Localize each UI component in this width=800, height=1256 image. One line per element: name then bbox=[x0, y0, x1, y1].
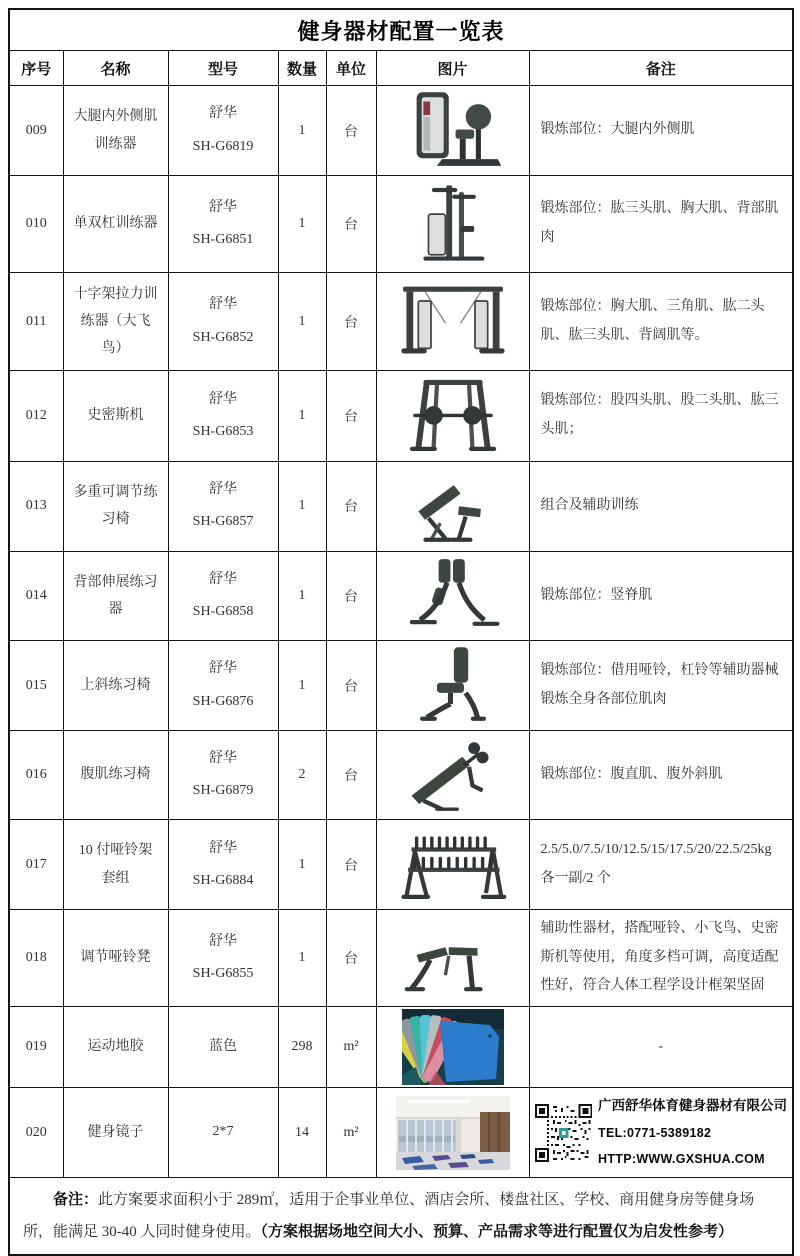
col-header-name: 名称 bbox=[63, 51, 168, 86]
model-cell: 舒华 SH-G6851 bbox=[168, 176, 278, 273]
unit-cell: m² bbox=[326, 1007, 376, 1088]
table-row-017 bbox=[9, 820, 793, 910]
model-cell: 舒华 SH-G6879 bbox=[168, 730, 278, 820]
model-cell: 舒华 SH-G6876 bbox=[168, 641, 278, 731]
equipment-image bbox=[379, 182, 527, 267]
table-row-019 bbox=[9, 1007, 793, 1088]
quantity-cell: 1 bbox=[278, 641, 326, 731]
name-cell: 背部伸展练习器 bbox=[63, 551, 168, 641]
unit-cell: 台 bbox=[326, 820, 376, 910]
equipment-image bbox=[379, 374, 527, 459]
table-row-018 bbox=[9, 910, 793, 1007]
quantity-cell: 1 bbox=[278, 371, 326, 462]
cable-crossover-image bbox=[398, 279, 508, 364]
name-cell: 腹肌练习椅 bbox=[63, 730, 168, 820]
name-cell: 上斜练习椅 bbox=[63, 641, 168, 731]
model-cell: 舒华 SH-G6858 bbox=[168, 551, 278, 641]
table-row-009 bbox=[9, 86, 793, 176]
remark-cell: 组合及辅助训练 bbox=[529, 462, 793, 552]
dip-chin-tower-image bbox=[398, 182, 508, 267]
quantity-cell: 1 bbox=[278, 273, 326, 371]
unit-cell: 台 bbox=[326, 86, 376, 176]
image-cell bbox=[376, 1007, 529, 1088]
footnote-row bbox=[9, 1178, 793, 1256]
quantity-cell: 1 bbox=[278, 86, 326, 176]
col-header-model: 型号 bbox=[168, 51, 278, 86]
quantity-cell: 14 bbox=[278, 1088, 326, 1178]
back-extension-image bbox=[398, 554, 508, 639]
unit-cell: 台 bbox=[326, 641, 376, 731]
name-cell: 十字架拉力训练器（大飞鸟） bbox=[63, 273, 168, 371]
serial-cell: 016 bbox=[9, 730, 63, 820]
remark-cell: 锻炼部位：借用哑铃，杠铃等辅助器械锻炼全身各部位肌肉 bbox=[529, 641, 793, 731]
model-cell: 2*7 bbox=[168, 1088, 278, 1178]
company-tel: TEL:0771-5389182 bbox=[598, 1125, 712, 1140]
equipment-image bbox=[379, 1009, 527, 1085]
col-header-image: 图片 bbox=[376, 51, 529, 86]
remark-cell: 2.5/5.0/7.5/10/12.5/15/17.5/20/22.5/25kg 各一副/2 个 bbox=[529, 820, 793, 910]
footnote-label: 备注： bbox=[53, 1191, 99, 1208]
gym-room-photo bbox=[396, 1096, 510, 1170]
serial-cell: 011 bbox=[9, 273, 63, 371]
unit-cell: 台 bbox=[326, 730, 376, 820]
quantity-cell: 1 bbox=[278, 462, 326, 552]
adjustable-bench-image bbox=[398, 464, 508, 549]
equipment-image bbox=[379, 733, 527, 818]
remark-cell bbox=[529, 1088, 793, 1178]
quantity-cell: 298 bbox=[278, 1007, 326, 1088]
equipment-image bbox=[379, 88, 527, 173]
serial-cell: 013 bbox=[9, 462, 63, 552]
equipment-table bbox=[8, 8, 794, 1256]
remark-cell: 锻炼部位：肱三头肌、胸大肌、背部肌肉 bbox=[529, 176, 793, 273]
image-cell bbox=[376, 273, 529, 371]
unit-cell: 台 bbox=[326, 176, 376, 273]
quantity-cell: 1 bbox=[278, 820, 326, 910]
equipment-image bbox=[379, 643, 527, 728]
remark-cell: 锻炼部位：竖脊肌 bbox=[529, 551, 793, 641]
quantity-cell: 1 bbox=[278, 551, 326, 641]
serial-cell: 018 bbox=[9, 910, 63, 1007]
model-cell: 蓝色 bbox=[168, 1007, 278, 1088]
serial-cell: 012 bbox=[9, 371, 63, 462]
smith-machine-image bbox=[398, 374, 508, 459]
equipment-image bbox=[379, 554, 527, 639]
col-header-remark: 备注 bbox=[529, 51, 793, 86]
serial-cell: 009 bbox=[9, 86, 63, 176]
serial-cell: 015 bbox=[9, 641, 63, 731]
flooring-samples-photo bbox=[402, 1009, 504, 1085]
unit-cell: 台 bbox=[326, 551, 376, 641]
company-info bbox=[535, 1092, 788, 1173]
name-cell: 运动地胶 bbox=[63, 1007, 168, 1088]
image-cell bbox=[376, 910, 529, 1007]
equipment-image bbox=[379, 1096, 527, 1170]
col-header-qty: 数量 bbox=[278, 51, 326, 86]
name-cell: 调节哑铃凳 bbox=[63, 910, 168, 1007]
quantity-cell: 1 bbox=[278, 176, 326, 273]
quantity-cell: 1 bbox=[278, 910, 326, 1007]
col-header-unit: 单位 bbox=[326, 51, 376, 86]
table-row-020 bbox=[9, 1088, 793, 1178]
header-row bbox=[9, 51, 793, 86]
equipment-image bbox=[379, 822, 527, 907]
unit-cell: 台 bbox=[326, 910, 376, 1007]
footnote-text-bold: （方案根据场地空间大小、预算、产品需求等进行配置仅为启发性参考） bbox=[260, 1224, 734, 1241]
unit-cell: 台 bbox=[326, 462, 376, 552]
footnote-text: 此方案要求面积小于 289㎡，适用于企事业单位、酒店会所、楼盘社区、学校、商用健身房等健身场所，能满足 30-40 人同时健身使用。 bbox=[23, 1191, 755, 1241]
serial-cell: 020 bbox=[9, 1088, 63, 1178]
equipment-image bbox=[379, 464, 527, 549]
remark-cell: 辅助性器材，搭配哑铃、小飞鸟、史密斯机等使用，角度多档可调，高度适配性好，符合人体工程学设计框架坚固 bbox=[529, 910, 793, 1007]
table-row-012 bbox=[9, 371, 793, 462]
serial-cell: 010 bbox=[9, 176, 63, 273]
model-cell: 舒华 SH-G6884 bbox=[168, 820, 278, 910]
company-name: 广西舒华体育健身器材有限公司 bbox=[598, 1098, 788, 1114]
name-cell: 多重可调节练习椅 bbox=[63, 462, 168, 552]
image-cell bbox=[376, 86, 529, 176]
title-row bbox=[9, 9, 793, 51]
remark-cell: 锻炼部位：腹直肌、腹外斜肌 bbox=[529, 730, 793, 820]
remark-cell: - bbox=[529, 1007, 793, 1088]
table-row-015 bbox=[9, 641, 793, 731]
unit-cell: 台 bbox=[326, 371, 376, 462]
name-cell: 单双杠训练器 bbox=[63, 176, 168, 273]
upright-bench-image bbox=[398, 643, 508, 728]
image-cell bbox=[376, 551, 529, 641]
remark-cell: 锻炼部位：股四头肌、股二头肌、肱三头肌； bbox=[529, 371, 793, 462]
table-row-010 bbox=[9, 176, 793, 273]
model-cell: 舒华 SH-G6852 bbox=[168, 273, 278, 371]
image-cell bbox=[376, 1088, 529, 1178]
model-cell: 舒华 SH-G6855 bbox=[168, 910, 278, 1007]
image-cell bbox=[376, 462, 529, 552]
dumbbell-bench-image bbox=[398, 916, 508, 1001]
page-title: 健身器材配置一览表 bbox=[9, 9, 793, 51]
table-row-014 bbox=[9, 551, 793, 641]
quantity-cell: 2 bbox=[278, 730, 326, 820]
name-cell: 史密斯机 bbox=[63, 371, 168, 462]
remark-cell: 锻炼部位：胸大肌、三角肌、肱二头肌、肱三头肌、背阔肌等。 bbox=[529, 273, 793, 371]
unit-cell: 台 bbox=[326, 273, 376, 371]
table-row-011 bbox=[9, 273, 793, 371]
model-cell: 舒华 SH-G6853 bbox=[168, 371, 278, 462]
image-cell bbox=[376, 820, 529, 910]
model-cell: 舒华 SH-G6857 bbox=[168, 462, 278, 552]
inner-thigh-machine-image bbox=[398, 88, 508, 173]
name-cell: 健身镜子 bbox=[63, 1088, 168, 1178]
table-row-016 bbox=[9, 730, 793, 820]
image-cell bbox=[376, 371, 529, 462]
table-body bbox=[9, 86, 793, 1178]
col-header-serial: 序号 bbox=[9, 51, 63, 86]
serial-cell: 019 bbox=[9, 1007, 63, 1088]
image-cell bbox=[376, 176, 529, 273]
model-cell: 舒华 SH-G6819 bbox=[168, 86, 278, 176]
remark-cell: 锻炼部位：大腿内外侧肌 bbox=[529, 86, 793, 176]
qr-code-icon bbox=[535, 1102, 593, 1164]
dumbbell-rack-image bbox=[398, 822, 508, 907]
table-row-013 bbox=[9, 462, 793, 552]
name-cell: 大腿内外侧肌训练器 bbox=[63, 86, 168, 176]
unit-cell: m² bbox=[326, 1088, 376, 1178]
image-cell bbox=[376, 641, 529, 731]
equipment-image bbox=[379, 916, 527, 1001]
serial-cell: 014 bbox=[9, 551, 63, 641]
equipment-image bbox=[379, 279, 527, 364]
name-cell: 10 付哑铃架套组 bbox=[63, 820, 168, 910]
company-web: HTTP:WWW.GXSHUA.COM bbox=[598, 1152, 765, 1167]
footnote bbox=[9, 1178, 793, 1256]
ab-bench-image bbox=[398, 733, 508, 818]
serial-cell: 017 bbox=[9, 820, 63, 910]
image-cell bbox=[376, 730, 529, 820]
